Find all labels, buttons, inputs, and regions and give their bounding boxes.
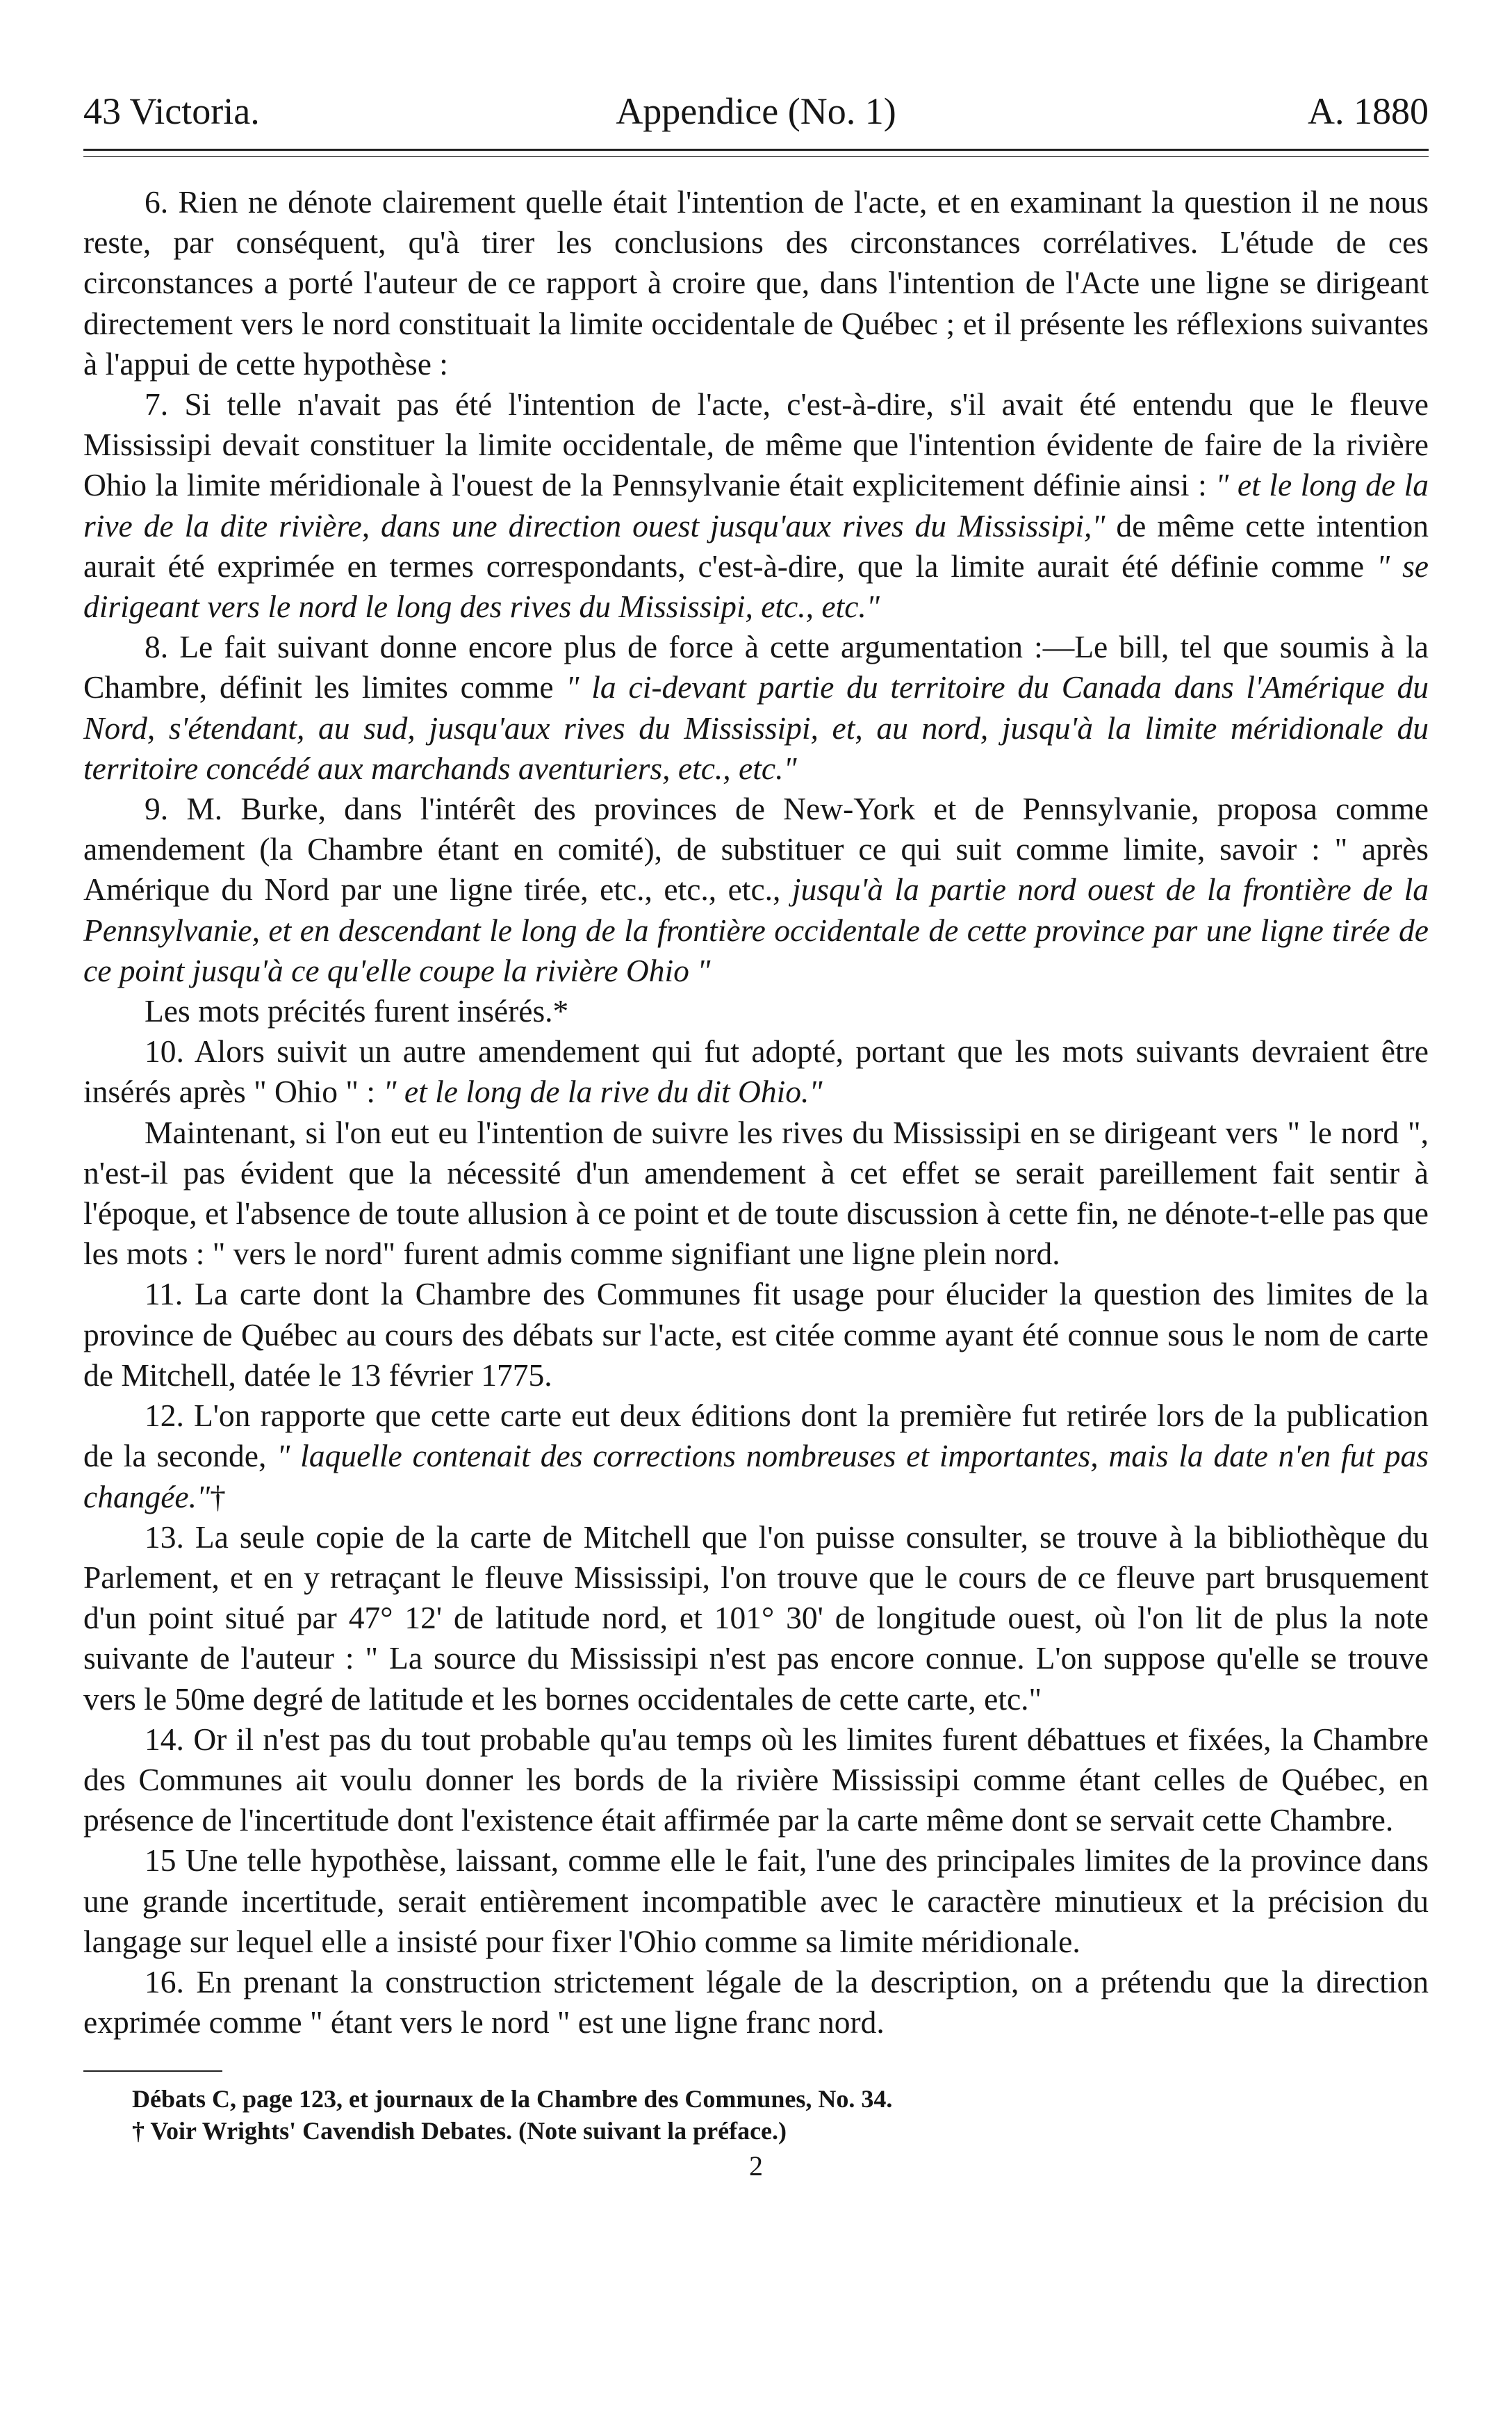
paragraph-10b: Maintenant, si l'on eut eu l'intention de suivre les rives du Mississipi en se dirigeant vers " le nord ", n'est-il pas évident que la nécessité d'un amendement à cet effet se serait pareillement fait sentir à l'époque, et l'absence de toute allusion à ce point et de toute discussion à cette fin, ne dénote-t-elle pas que les mots : " vers le nord" furent admis comme signifiant une ligne plein nord. bbox=[83, 1114, 1429, 1272]
paragraph-9: 9. M. Burke, dans l'intérêt des provinces de New-York et de Pennsylvanie, proposa comme amendement (la Chambre étant en comité), de substituer ce qui suit comme limite, savoir : " après Amérique du Nord par une ligne tirée, etc., etc., etc., jusqu'à la partie nord ouest de la frontière de la Pennsylvanie, et en descendant le long de la frontière occidentale de cette province par une ligne tirée de ce point jusqu'à ce qu'elle coupe la rivière Ohio " bbox=[83, 791, 1429, 988]
body-text bbox=[83, 182, 1429, 2043]
paragraph-8: 8. Le fait suivant donne encore plus de force à cette argumentation :—Le bill, tel que soumis à la Chambre, définit les limites comme " la ci-devant partie du territoire du Canada dans l'Amérique du Nord, s'étendant, au sud, jusqu'aux rives du Mississipi, et, au nord, jusqu'à la limite méridionale du territoire concédé aux marchands aventuriers, etc., etc." bbox=[83, 629, 1429, 786]
footnotes bbox=[83, 2083, 1429, 2147]
header-appendix: Appendice (No. 1) bbox=[616, 90, 896, 132]
footnote-1: Débats C, page 123, et journaux de la Chambre des Communes, No. 34. bbox=[132, 2085, 893, 2113]
running-header bbox=[83, 83, 1429, 139]
paragraph-12: 12. L'on rapporte que cette carte eut deux éditions dont la première fut retirée lors de la publication de la seconde, " laquelle contenait des corrections nombreuses et importantes, mais la date n'en fut pas changée."† bbox=[83, 1398, 1429, 1514]
paragraph-14: 14. Or il n'est pas du tout probable qu'au temps où les limites furent débattues et fixées, la Chambre des Communes ait voulu donner les bords de la rivière Mississipi comme étant celles de Québec, en présence de l'incertitude dont l'existence était affirmée par la carte même dont se servait cette Chambre. bbox=[83, 1721, 1429, 1838]
header-volume: 43 Victoria. bbox=[83, 90, 260, 132]
paragraph-11: 11. La carte dont la Chambre des Communes fit usage pour élucider la question des limites de la province de Québec au cours des débats sur l'acte, est citée comme ayant été connue sous le nom de carte de Mitchell, datée le 13 février 1775. bbox=[83, 1276, 1429, 1393]
paragraph-15: 15 Une telle hypothèse, laissant, comme elle le fait, l'une des principales limites de la province dans une grande incertitude, serait entièrement incompatible avec le caractère minutieux et la précision du langage sur lequel elle a insisté pour fixer l'Ohio comme sa limite méridionale. bbox=[83, 1842, 1429, 1959]
header-year: A. 1880 bbox=[1308, 90, 1429, 132]
footnote-2: † Voir Wrights' Cavendish Debates. (Note suivant la préface.) bbox=[132, 2117, 787, 2145]
paragraph-6: 6. Rien ne dénote clairement quelle était l'intention de l'acte, et en examinant la question il ne nous reste, par conséquent, qu'à tirer les conclusions des circonstances corrélatives. L'étude de ces circonstances a porté l'auteur de ce rapport à croire que, dans l'intention de l'Acte une ligne se dirigeant directement vers le nord constituait la limite occidentale de Québec ; et il présente les réflexions suivantes à l'appui de cette hypothèse : bbox=[83, 184, 1429, 382]
page-number: 2 bbox=[749, 2150, 763, 2182]
document-page bbox=[83, 83, 1429, 2363]
paragraph-10: 10. Alors suivit un autre amendement qui fut adopté, portant que les mots suivants devraient être insérés après " Ohio " : " et le long de la rive du dit Ohio." bbox=[83, 1033, 1429, 1110]
paragraph-7: 7. Si telle n'avait pas été l'intention de l'acte, c'est-à-dire, s'il avait été entendu que le fleuve Mississipi devait constituer la limite occidentale, de même que l'intention évidente de faire de la rivière Ohio la limite méridionale à l'ouest de la Pennsylvanie était explicitement définie ainsi : " et le long de la rive de la dite rivière, dans une direction ouest jusqu'aux rives du Mississipi," de même cette intention aurait été exprimée en termes correspondants, c'est-à-dire, que la limite aurait été définie comme " se dirigeant vers le nord le long des rives du Mississipi, etc., etc." bbox=[83, 386, 1429, 625]
paragraph-13: 13. La seule copie de la carte de Mitchell que l'on puisse consulter, se trouve à la bibliothèque du Parlement, et en y retraçant le fleuve Mississipi, l'on trouve que le cours de ce fleuve part brusquement d'un point situé par 47° 12' de latitude nord, et 101° 30' de longitude ouest, où l'on lit de plus la note suivante de l'auteur : " La source du Mississipi n'est pas encore connue. L'on suppose qu'elle se trouve vers le 50me degré de latitude et les bornes occidentales de cette carte, etc." bbox=[83, 1519, 1429, 1717]
paragraph-9b: Les mots précités furent insérés.* bbox=[145, 993, 569, 1029]
paragraph-16: 16. En prenant la construction strictement légale de la description, on a prétendu que la direction exprimée comme " étant vers le nord " est une ligne franc nord. bbox=[83, 1963, 1429, 2040]
header-rule bbox=[83, 149, 1429, 157]
footnote-rule bbox=[83, 2070, 222, 2072]
